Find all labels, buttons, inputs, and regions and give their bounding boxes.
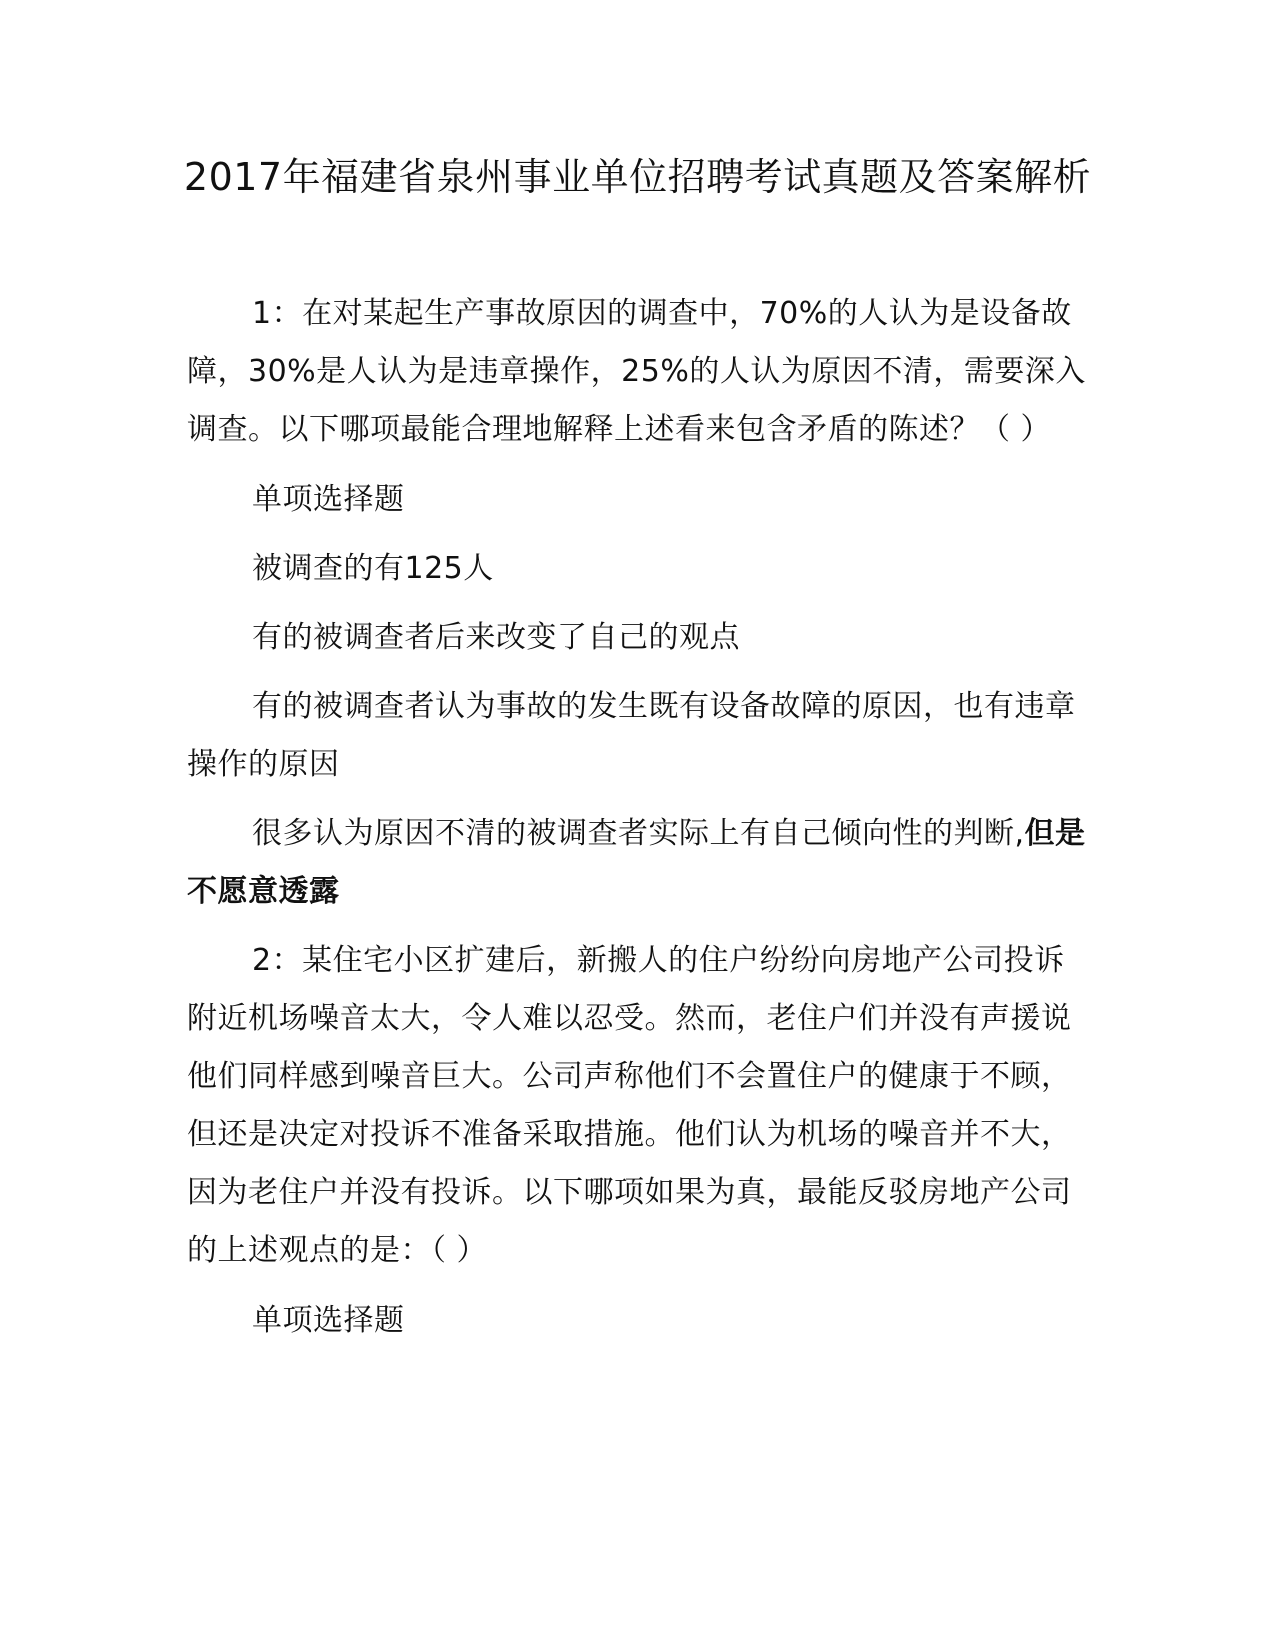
document-body xyxy=(187,285,1087,1361)
question-1-stem: 1：在对某起生产事故原因的调查中，70%的人认为是设备故障，30%是人认为是违章操作，25%的人认为原因不清，需要深入调查。以下哪项最能合理地解释上述看来包含矛盾的陈述？（ ） xyxy=(187,296,1086,447)
question-2-stem: 2：某住宅小区扩建后，新搬人的住户纷纷向房地产公司投诉附近机场噪音太大，令人难以忍受。然而，老住户们并没有声援说他们同样感到噪音巨大。公司声称他们不会置住户的健康于不顾，但还是决定对投诉不准备采取措施。他们认为机场的噪音并不大，因为老住户并没有投诉。以下哪项如果为真，最能反驳房地产公司的上述观点的是：（ ） xyxy=(187,943,1072,1268)
question-1-option-2: 有的被调查者后来改变了自己的观点 xyxy=(252,620,740,655)
question-1-option-4-part2: 但是不愿意透露 xyxy=(187,816,1086,909)
question-1-option-4 xyxy=(187,805,1087,921)
question-1-option-1: 被调查的有125人 xyxy=(252,551,494,586)
question-1-option-4-part1: 很多认为原因不清的被调查者实际上有自己倾向性的判断, xyxy=(252,816,1025,851)
question-1-type: 单项选择题 xyxy=(252,482,405,517)
question-1-option-3: 有的被调查者认为事故的发生既有设备故障的原因，也有违章操作的原因 xyxy=(187,689,1076,782)
question-2-type: 单项选择题 xyxy=(252,1303,405,1338)
document-title: 2017年福建省泉州事业单位招聘考试真题及答案解析 xyxy=(183,155,1092,199)
